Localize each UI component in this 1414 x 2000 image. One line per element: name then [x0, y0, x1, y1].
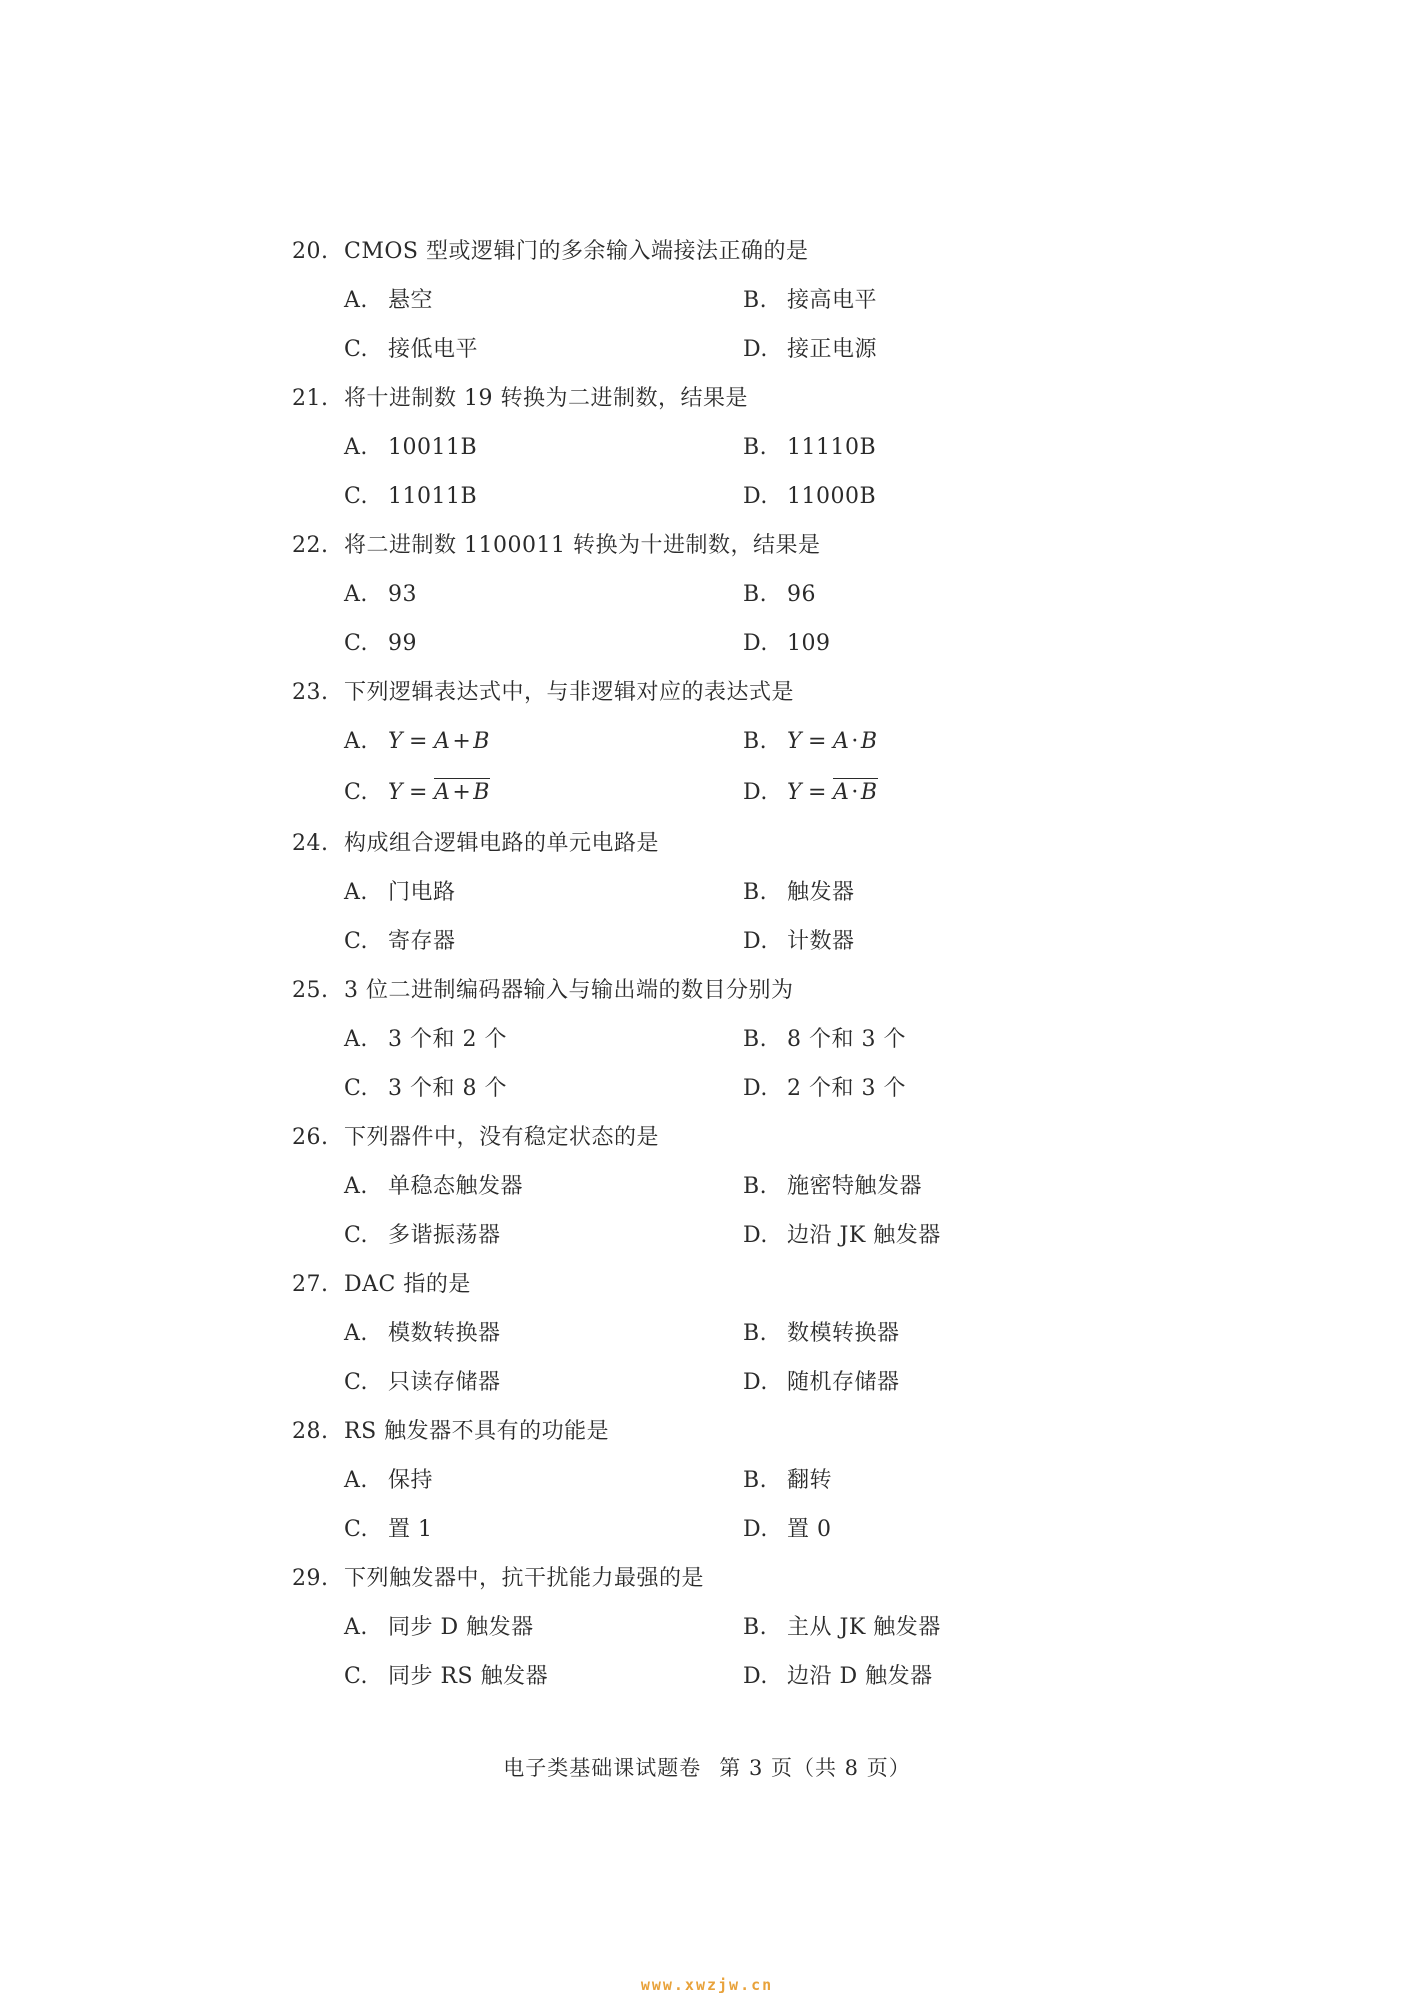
- option-a: [344, 423, 477, 472]
- option-text: 接高电平: [787, 288, 878, 313]
- option-key: C.: [344, 337, 369, 362]
- formula-plus: +: [452, 729, 472, 754]
- formula-dot: ·: [851, 729, 859, 754]
- question-26: [292, 1113, 1112, 1260]
- option-key: B.: [743, 1468, 768, 1493]
- option-text: 边沿 D 触发器: [787, 1664, 933, 1689]
- option-text: 寄存器: [388, 929, 456, 954]
- formula-nand: [787, 778, 878, 805]
- option-key: A.: [344, 582, 368, 607]
- option-key: D.: [743, 1076, 768, 1101]
- option-a: [344, 1162, 523, 1211]
- option-b: [743, 570, 816, 619]
- question-number: 21.: [292, 386, 329, 411]
- option-d: [743, 1064, 906, 1113]
- option-row: [292, 276, 1112, 325]
- option-row: [292, 917, 1112, 966]
- option-row: [292, 1456, 1112, 1505]
- option-key: A.: [344, 1615, 368, 1640]
- option-a: [344, 717, 490, 766]
- option-key: A.: [344, 1174, 368, 1199]
- formula-overline: [833, 778, 878, 805]
- question-stem: [292, 374, 1112, 423]
- option-d: [743, 917, 855, 966]
- option-text: 触发器: [787, 880, 855, 905]
- option-text: 多谐振荡器: [388, 1223, 501, 1248]
- question-number: 26.: [292, 1125, 329, 1150]
- option-c: [344, 1358, 501, 1407]
- formula-a: A: [433, 780, 451, 805]
- option-key: C.: [344, 1664, 369, 1689]
- question-stem: [292, 1554, 1112, 1603]
- formula-a: A: [433, 729, 451, 754]
- option-key: B.: [743, 1027, 768, 1052]
- question-text: RS 触发器不具有的功能是: [344, 1419, 610, 1444]
- option-d: [743, 619, 831, 668]
- option-row: [292, 472, 1112, 521]
- option-row: [292, 1064, 1112, 1113]
- option-text: 随机存储器: [787, 1370, 900, 1395]
- option-c: [344, 1505, 433, 1554]
- question-stem: [292, 819, 1112, 868]
- option-row: [292, 1505, 1112, 1554]
- option-text: 置 1: [388, 1517, 433, 1542]
- option-key: B.: [743, 1321, 768, 1346]
- option-d: [743, 1652, 933, 1701]
- option-b: [743, 1015, 906, 1064]
- option-text: 边沿 JK 触发器: [787, 1223, 941, 1248]
- formula-b: B: [860, 729, 878, 754]
- option-text: 主从 JK 触发器: [787, 1615, 941, 1640]
- formula-or: [388, 729, 490, 754]
- question-24: [292, 819, 1112, 966]
- formula-nor: [388, 778, 490, 805]
- question-number: 24.: [292, 831, 329, 856]
- option-text: 单稳态触发器: [388, 1174, 524, 1199]
- question-stem: [292, 227, 1112, 276]
- option-row: [292, 570, 1112, 619]
- option-b: [743, 423, 876, 472]
- option-c: [344, 1064, 507, 1113]
- option-row: [292, 1211, 1112, 1260]
- option-key: B.: [743, 582, 768, 607]
- option-key: A.: [344, 1027, 368, 1052]
- option-c: [344, 1211, 501, 1260]
- question-number: 20.: [292, 239, 329, 264]
- option-c: [344, 325, 478, 374]
- option-key: D.: [743, 1664, 768, 1689]
- question-27: [292, 1260, 1112, 1407]
- watermark-url: www.xwzjw.cn: [640, 1976, 774, 1994]
- option-key: A.: [344, 435, 368, 460]
- question-stem: [292, 1113, 1112, 1162]
- option-d: [743, 1211, 941, 1260]
- question-23: [292, 668, 1112, 819]
- option-a: [344, 1309, 501, 1358]
- option-key: B.: [743, 729, 768, 754]
- question-number: 22.: [292, 533, 329, 558]
- option-key: C.: [344, 1223, 369, 1248]
- option-c: [344, 472, 477, 521]
- formula-eq: =: [808, 729, 827, 754]
- option-row: [292, 717, 1112, 766]
- option-key: D.: [743, 631, 768, 656]
- option-text: 施密特触发器: [787, 1174, 923, 1199]
- option-key: A.: [344, 880, 368, 905]
- option-c: [344, 1652, 548, 1701]
- question-number: 27.: [292, 1272, 329, 1297]
- option-c: [344, 917, 456, 966]
- formula-y: Y: [388, 729, 404, 754]
- question-29: [292, 1554, 1112, 1701]
- option-key: C.: [344, 1076, 369, 1101]
- option-key: B.: [743, 1615, 768, 1640]
- option-text: 同步 RS 触发器: [388, 1664, 549, 1689]
- option-c: [344, 766, 490, 819]
- option-row: [292, 1358, 1112, 1407]
- option-text: 10011B: [388, 435, 478, 460]
- option-text: 保持: [388, 1468, 434, 1493]
- question-text: 下列逻辑表达式中，与非逻辑对应的表达式是: [344, 680, 795, 705]
- option-a: [344, 570, 417, 619]
- option-a: [344, 1456, 433, 1505]
- question-text: CMOS 型或逻辑门的多余输入端接法正确的是: [344, 239, 809, 264]
- option-key: A.: [344, 729, 368, 754]
- formula-y: Y: [787, 780, 803, 805]
- option-key: B.: [743, 1174, 768, 1199]
- option-key: A.: [344, 1321, 368, 1346]
- option-text: 96: [787, 582, 816, 607]
- formula-b: B: [473, 780, 490, 805]
- question-stem: [292, 966, 1112, 1015]
- option-b: [743, 276, 877, 325]
- option-key: C.: [344, 484, 369, 509]
- option-text: 93: [388, 582, 417, 607]
- option-key: C.: [344, 1370, 369, 1395]
- option-row: [292, 325, 1112, 374]
- question-list: [292, 227, 1112, 1701]
- question-number: 29.: [292, 1566, 329, 1591]
- footer-page-number: 第 3 页（共 8 页）: [719, 1756, 911, 1780]
- formula-and: [787, 729, 878, 754]
- question-25: [292, 966, 1112, 1113]
- question-text: 将二进制数 1100011 转换为十进制数，结果是: [344, 533, 821, 558]
- formula-eq: =: [808, 780, 827, 805]
- option-key: B.: [743, 880, 768, 905]
- option-b: [743, 1162, 922, 1211]
- formula-a: A: [832, 780, 850, 805]
- question-text: 3 位二进制编码器输入与输出端的数目分别为: [344, 978, 794, 1003]
- option-key: A.: [344, 1468, 368, 1493]
- question-21: [292, 374, 1112, 521]
- option-key: C.: [344, 780, 369, 805]
- option-key: D.: [743, 929, 768, 954]
- question-stem: [292, 521, 1112, 570]
- option-a: [344, 1015, 507, 1064]
- option-key: D.: [743, 484, 768, 509]
- option-text: 99: [388, 631, 417, 656]
- question-22: [292, 521, 1112, 668]
- formula-overline: [434, 778, 490, 805]
- option-text: 悬空: [388, 288, 434, 313]
- option-row: [292, 1309, 1112, 1358]
- option-row: [292, 1603, 1112, 1652]
- option-row: [292, 619, 1112, 668]
- formula-b: B: [860, 780, 878, 805]
- option-key: D.: [743, 337, 768, 362]
- option-text: 门电路: [388, 880, 456, 905]
- option-text: 3 个和 8 个: [388, 1076, 507, 1101]
- option-b: [743, 868, 855, 917]
- question-28: [292, 1407, 1112, 1554]
- option-text: 模数转换器: [388, 1321, 501, 1346]
- option-text: 109: [787, 631, 831, 656]
- option-text: 接低电平: [388, 337, 479, 362]
- option-text: 11000B: [787, 484, 877, 509]
- option-text: 只读存储器: [388, 1370, 501, 1395]
- formula-eq: =: [409, 780, 428, 805]
- option-b: [743, 1603, 941, 1652]
- option-b: [743, 717, 878, 766]
- option-text: 3 个和 2 个: [388, 1027, 507, 1052]
- question-text: 下列触发器中，抗干扰能力最强的是: [344, 1566, 705, 1591]
- option-key: C.: [344, 929, 369, 954]
- question-stem: [292, 1407, 1112, 1456]
- option-row: [292, 766, 1112, 819]
- footer-title: 电子类基础课试题卷: [503, 1756, 702, 1780]
- option-d: [743, 1358, 900, 1407]
- option-key: D.: [743, 1223, 768, 1248]
- option-text: 数模转换器: [787, 1321, 900, 1346]
- formula-plus: +: [452, 780, 472, 805]
- option-text: 翻转: [787, 1468, 833, 1493]
- question-20: [292, 227, 1112, 374]
- option-key: A.: [344, 288, 368, 313]
- question-stem: [292, 668, 1112, 717]
- option-d: [743, 472, 876, 521]
- formula-eq: =: [409, 729, 428, 754]
- option-a: [344, 1603, 534, 1652]
- option-b: [743, 1456, 832, 1505]
- option-row: [292, 868, 1112, 917]
- question-number: 28.: [292, 1419, 329, 1444]
- question-number: 23.: [292, 680, 329, 705]
- option-c: [344, 619, 417, 668]
- option-key: D.: [743, 1517, 768, 1542]
- question-number: 25.: [292, 978, 329, 1003]
- option-text: 置 0: [787, 1517, 832, 1542]
- option-d: [743, 766, 878, 819]
- formula-y: Y: [787, 729, 803, 754]
- formula-y: Y: [388, 780, 404, 805]
- option-row: [292, 423, 1112, 472]
- question-text: 将十进制数 19 转换为二进制数，结果是: [344, 386, 748, 411]
- question-text: 构成组合逻辑电路的单元电路是: [344, 831, 660, 856]
- question-stem: [292, 1260, 1112, 1309]
- option-row: [292, 1162, 1112, 1211]
- option-key: B.: [743, 435, 768, 460]
- option-key: D.: [743, 780, 768, 805]
- option-text: 同步 D 触发器: [388, 1615, 534, 1640]
- question-text: 下列器件中，没有稳定状态的是: [344, 1125, 660, 1150]
- option-key: D.: [743, 1370, 768, 1395]
- option-text: 2 个和 3 个: [787, 1076, 906, 1101]
- option-text: 8 个和 3 个: [787, 1027, 906, 1052]
- formula-a: A: [832, 729, 850, 754]
- option-a: [344, 276, 433, 325]
- option-text: 11011B: [388, 484, 478, 509]
- option-key: C.: [344, 631, 369, 656]
- option-row: [292, 1015, 1112, 1064]
- option-text: 接正电源: [787, 337, 878, 362]
- option-text: 计数器: [787, 929, 855, 954]
- option-d: [743, 325, 877, 374]
- formula-dot: ·: [851, 780, 859, 805]
- option-text: 11110B: [787, 435, 877, 460]
- option-b: [743, 1309, 900, 1358]
- formula-b: B: [473, 729, 490, 754]
- option-d: [743, 1505, 832, 1554]
- option-a: [344, 868, 456, 917]
- question-text: DAC 指的是: [344, 1272, 471, 1297]
- option-key: C.: [344, 1517, 369, 1542]
- option-key: B.: [743, 288, 768, 313]
- option-row: [292, 1652, 1112, 1701]
- page-footer: [0, 1752, 1414, 1782]
